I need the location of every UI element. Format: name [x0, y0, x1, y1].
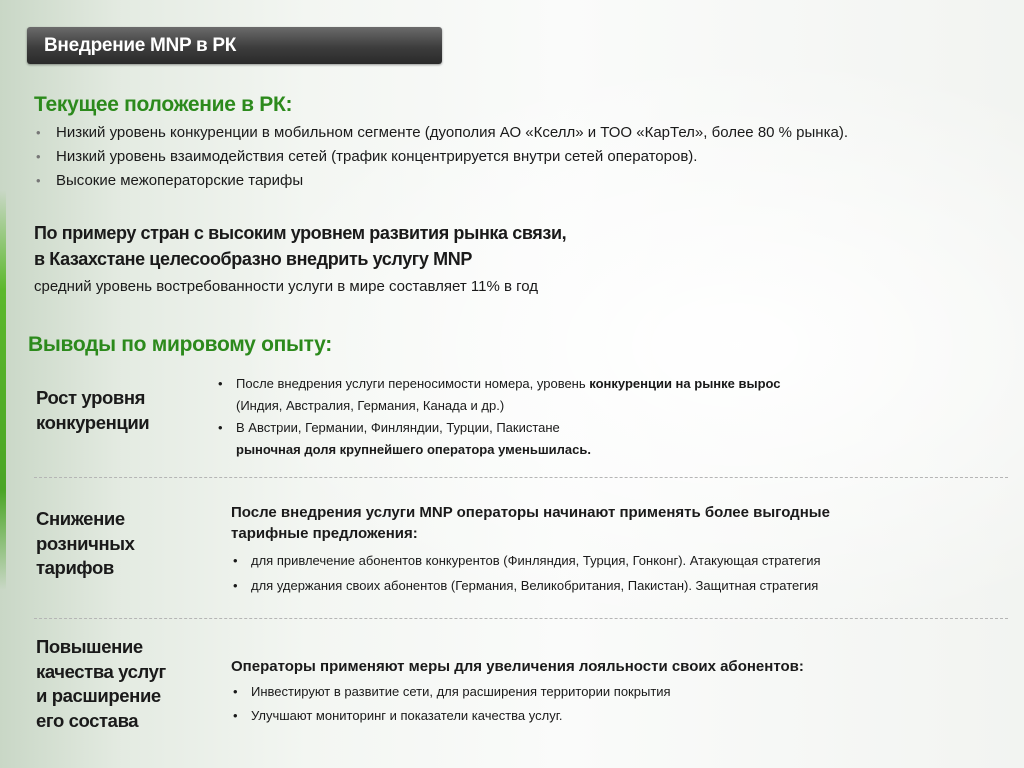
page-title: Внедрение MNP в РК: [44, 35, 236, 56]
quality-intro: Операторы применяют меры для увеличения лояльности своих абонентов:: [231, 658, 804, 675]
current-situation-heading: Текущее положение в РК:: [34, 93, 293, 116]
list-item: • для привлечение абонентов конкурентов (Финляндия, Турция, Гонконг). Атакующая стратегия: [231, 548, 821, 573]
left-accent-bar: [0, 190, 6, 590]
row-title-competition: Рост уровня конкуренции: [36, 387, 150, 433]
recommendation-line-2: в Казахстане целесообразно внедрить услугу MNP: [34, 249, 472, 269]
divider: [34, 618, 1008, 619]
list-item: • для удержания своих абонентов (Германия, Великобритания, Пакистан). Защитная стратегия: [231, 573, 821, 598]
competition-list: [216, 373, 781, 461]
conclusions-heading: Выводы по мировому опыту:: [28, 333, 332, 356]
row-title-tariffs: Снижение розничных тарифов: [36, 508, 135, 578]
divider: [34, 477, 1008, 478]
recommendation-note: средний уровень востребованности услуги в мире составляет 11% в год: [34, 278, 539, 295]
list-item: • В Австрии, Германии, Финляндии, Турции, Пакистане рыночная доля крупнейшего оператора уменьшилась.: [216, 417, 781, 461]
recommendation-line-1: По примеру стран с высоким уровнем развития рынка связи,: [34, 223, 567, 243]
list-item: • Инвестируют в развитие сети, для расширения территории покрытия: [231, 680, 671, 704]
tariffs-intro: После внедрения услуги MNP операторы начинают применять более выгодные тарифные предложения:: [231, 504, 830, 542]
list-item: • Улучшают мониторинг и показатели качества услуг.: [231, 704, 671, 728]
row-title-quality: Повышение качества услуг и расширение его состава: [36, 636, 166, 731]
list-item: • Низкий уровень взаимодействия сетей (трафик концентрируется внутри сетей операторов).: [34, 145, 848, 169]
current-situation-list: [34, 121, 848, 193]
list-item: • После внедрения услуги переносимости номера, уровень конкуренции на рынке вырос (Индия, Австралия, Германия, Канада и др.): [216, 373, 781, 417]
tariffs-list: [231, 548, 821, 598]
list-item: • Низкий уровень конкуренции в мобильном сегменте (дуополия АО «Кселл» и ТОО «КарТел», более 80 % рынка).: [34, 121, 848, 145]
quality-list: [231, 680, 671, 728]
list-item: • Высокие межоператорские тарифы: [34, 169, 848, 193]
